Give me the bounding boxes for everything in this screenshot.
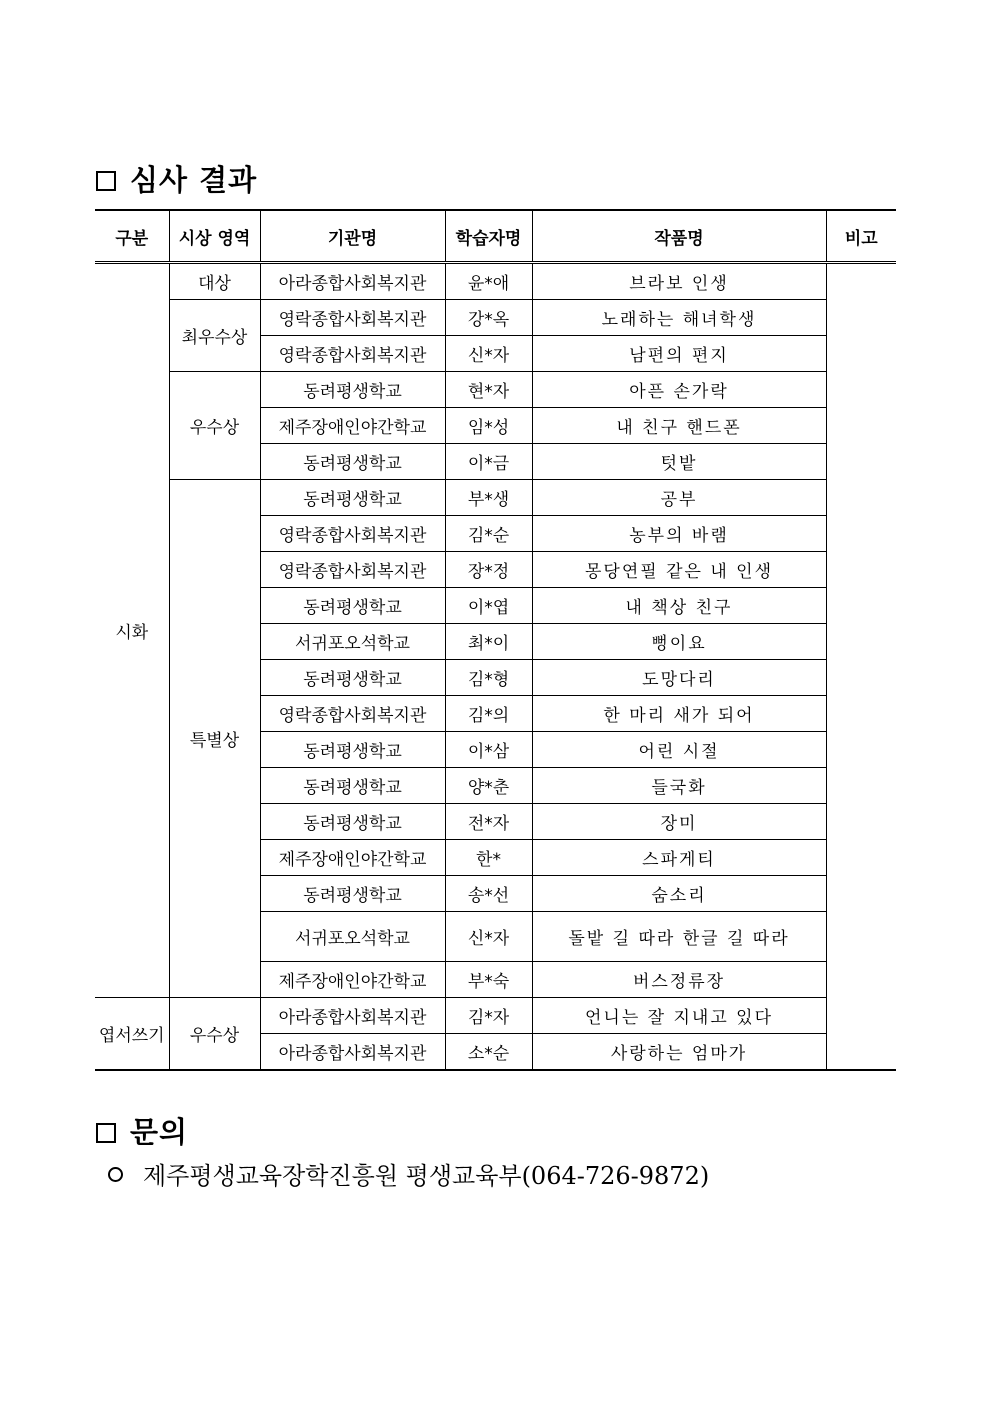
award-cell: 특별상 xyxy=(169,480,260,998)
org-cell: 동려평생학교 xyxy=(260,768,445,804)
remarks-cell xyxy=(826,263,896,1071)
org-cell: 제주장애인야간학교 xyxy=(260,962,445,998)
learner-cell: 김*형 xyxy=(445,660,532,696)
learner-cell: 이*삼 xyxy=(445,732,532,768)
work-title-cell: 도망다리 xyxy=(532,660,826,696)
category-cell: 엽서쓰기 xyxy=(95,998,169,1071)
award-cell: 최우수상 xyxy=(169,300,260,372)
table-row xyxy=(95,372,896,408)
work-title-cell: 텃밭 xyxy=(532,444,826,480)
header-remarks: 비고 xyxy=(826,210,896,263)
org-cell: 서귀포오석학교 xyxy=(260,624,445,660)
learner-cell: 양*춘 xyxy=(445,768,532,804)
learner-cell: 신*자 xyxy=(445,912,532,962)
work-title-cell: 들국화 xyxy=(532,768,826,804)
section-title: 문의 xyxy=(130,1115,189,1149)
work-title-cell: 스파게티 xyxy=(532,840,826,876)
table-row xyxy=(95,263,896,300)
org-cell: 영락종합사회복지관 xyxy=(260,300,445,336)
header-work-title: 작품명 xyxy=(532,210,826,263)
org-cell: 제주장애인야간학교 xyxy=(260,408,445,444)
learner-cell: 송*선 xyxy=(445,876,532,912)
learner-cell: 임*성 xyxy=(445,408,532,444)
org-cell: 영락종합사회복지관 xyxy=(260,552,445,588)
org-cell: 영락종합사회복지관 xyxy=(260,516,445,552)
learner-cell: 김*자 xyxy=(445,998,532,1034)
work-title-cell: 내 책상 친구 xyxy=(532,588,826,624)
work-title-cell: 남편의 편지 xyxy=(532,336,826,372)
org-cell: 영락종합사회복지관 xyxy=(260,696,445,732)
learner-cell: 이*엽 xyxy=(445,588,532,624)
org-cell: 아라종합사회복지관 xyxy=(260,998,445,1034)
work-title-cell: 언니는 잘 지내고 있다 xyxy=(532,998,826,1034)
table-row xyxy=(95,480,896,516)
learner-cell: 부*생 xyxy=(445,480,532,516)
header-organization: 기관명 xyxy=(260,210,445,263)
work-title-cell: 브라보 인생 xyxy=(532,263,826,300)
org-cell: 동려평생학교 xyxy=(260,732,445,768)
work-title-cell: 공부 xyxy=(532,480,826,516)
table-row xyxy=(95,998,896,1034)
learner-cell: 이*금 xyxy=(445,444,532,480)
contact-text: 제주평생교육장학진흥원 평생교육부(064-726-9872) xyxy=(143,1162,710,1190)
section-title: 심사 결과 xyxy=(130,163,258,197)
org-cell: 동려평생학교 xyxy=(260,660,445,696)
learner-cell: 장*정 xyxy=(445,552,532,588)
org-cell: 동려평생학교 xyxy=(260,804,445,840)
award-cell: 대상 xyxy=(169,263,260,300)
work-title-cell: 몽당연필 같은 내 인생 xyxy=(532,552,826,588)
learner-cell: 현*자 xyxy=(445,372,532,408)
org-cell: 동려평생학교 xyxy=(260,588,445,624)
org-cell: 영락종합사회복지관 xyxy=(260,336,445,372)
header-category: 구분 xyxy=(95,210,169,263)
header-learner: 학습자명 xyxy=(445,210,532,263)
circle-outline-icon xyxy=(108,1167,123,1182)
learner-cell: 신*자 xyxy=(445,336,532,372)
learner-cell: 한* xyxy=(445,840,532,876)
work-title-cell: 버스정류장 xyxy=(532,962,826,998)
learner-cell: 김*의 xyxy=(445,696,532,732)
category-cell: 시화 xyxy=(95,263,169,998)
contact-line xyxy=(108,1156,709,1191)
work-title-cell: 노래하는 해녀학생 xyxy=(532,300,826,336)
work-title-cell: 뻥이요 xyxy=(532,624,826,660)
learner-cell: 윤*애 xyxy=(445,263,532,300)
org-cell: 서귀포오석학교 xyxy=(260,912,445,962)
work-title-cell: 아픈 손가락 xyxy=(532,372,826,408)
table-header-row xyxy=(95,210,896,263)
square-outline-icon xyxy=(96,1123,116,1143)
results-table xyxy=(95,209,896,1071)
org-cell: 동려평생학교 xyxy=(260,444,445,480)
work-title-cell: 사랑하는 엄마가 xyxy=(532,1034,826,1071)
org-cell: 아라종합사회복지관 xyxy=(260,263,445,300)
org-cell: 동려평생학교 xyxy=(260,876,445,912)
org-cell: 제주장애인야간학교 xyxy=(260,840,445,876)
section-heading-inquiry xyxy=(96,1110,188,1151)
award-cell: 우수상 xyxy=(169,372,260,480)
org-cell: 동려평생학교 xyxy=(260,372,445,408)
learner-cell: 강*옥 xyxy=(445,300,532,336)
section-heading-result xyxy=(96,158,257,199)
work-title-cell: 숨소리 xyxy=(532,876,826,912)
learner-cell: 부*숙 xyxy=(445,962,532,998)
header-award: 시상 영역 xyxy=(169,210,260,263)
work-title-cell: 장미 xyxy=(532,804,826,840)
learner-cell: 소*순 xyxy=(445,1034,532,1071)
award-cell: 우수상 xyxy=(169,998,260,1071)
work-title-cell: 내 친구 핸드폰 xyxy=(532,408,826,444)
learner-cell: 최*이 xyxy=(445,624,532,660)
work-title-cell: 돌밭 길 따라 한글 길 따라 xyxy=(532,912,826,962)
table-row xyxy=(95,300,896,336)
work-title-cell: 어린 시절 xyxy=(532,732,826,768)
learner-cell: 전*자 xyxy=(445,804,532,840)
org-cell: 아라종합사회복지관 xyxy=(260,1034,445,1071)
square-outline-icon xyxy=(96,171,116,191)
work-title-cell: 한 마리 새가 되어 xyxy=(532,696,826,732)
learner-cell: 김*순 xyxy=(445,516,532,552)
work-title-cell: 농부의 바램 xyxy=(532,516,826,552)
org-cell: 동려평생학교 xyxy=(260,480,445,516)
